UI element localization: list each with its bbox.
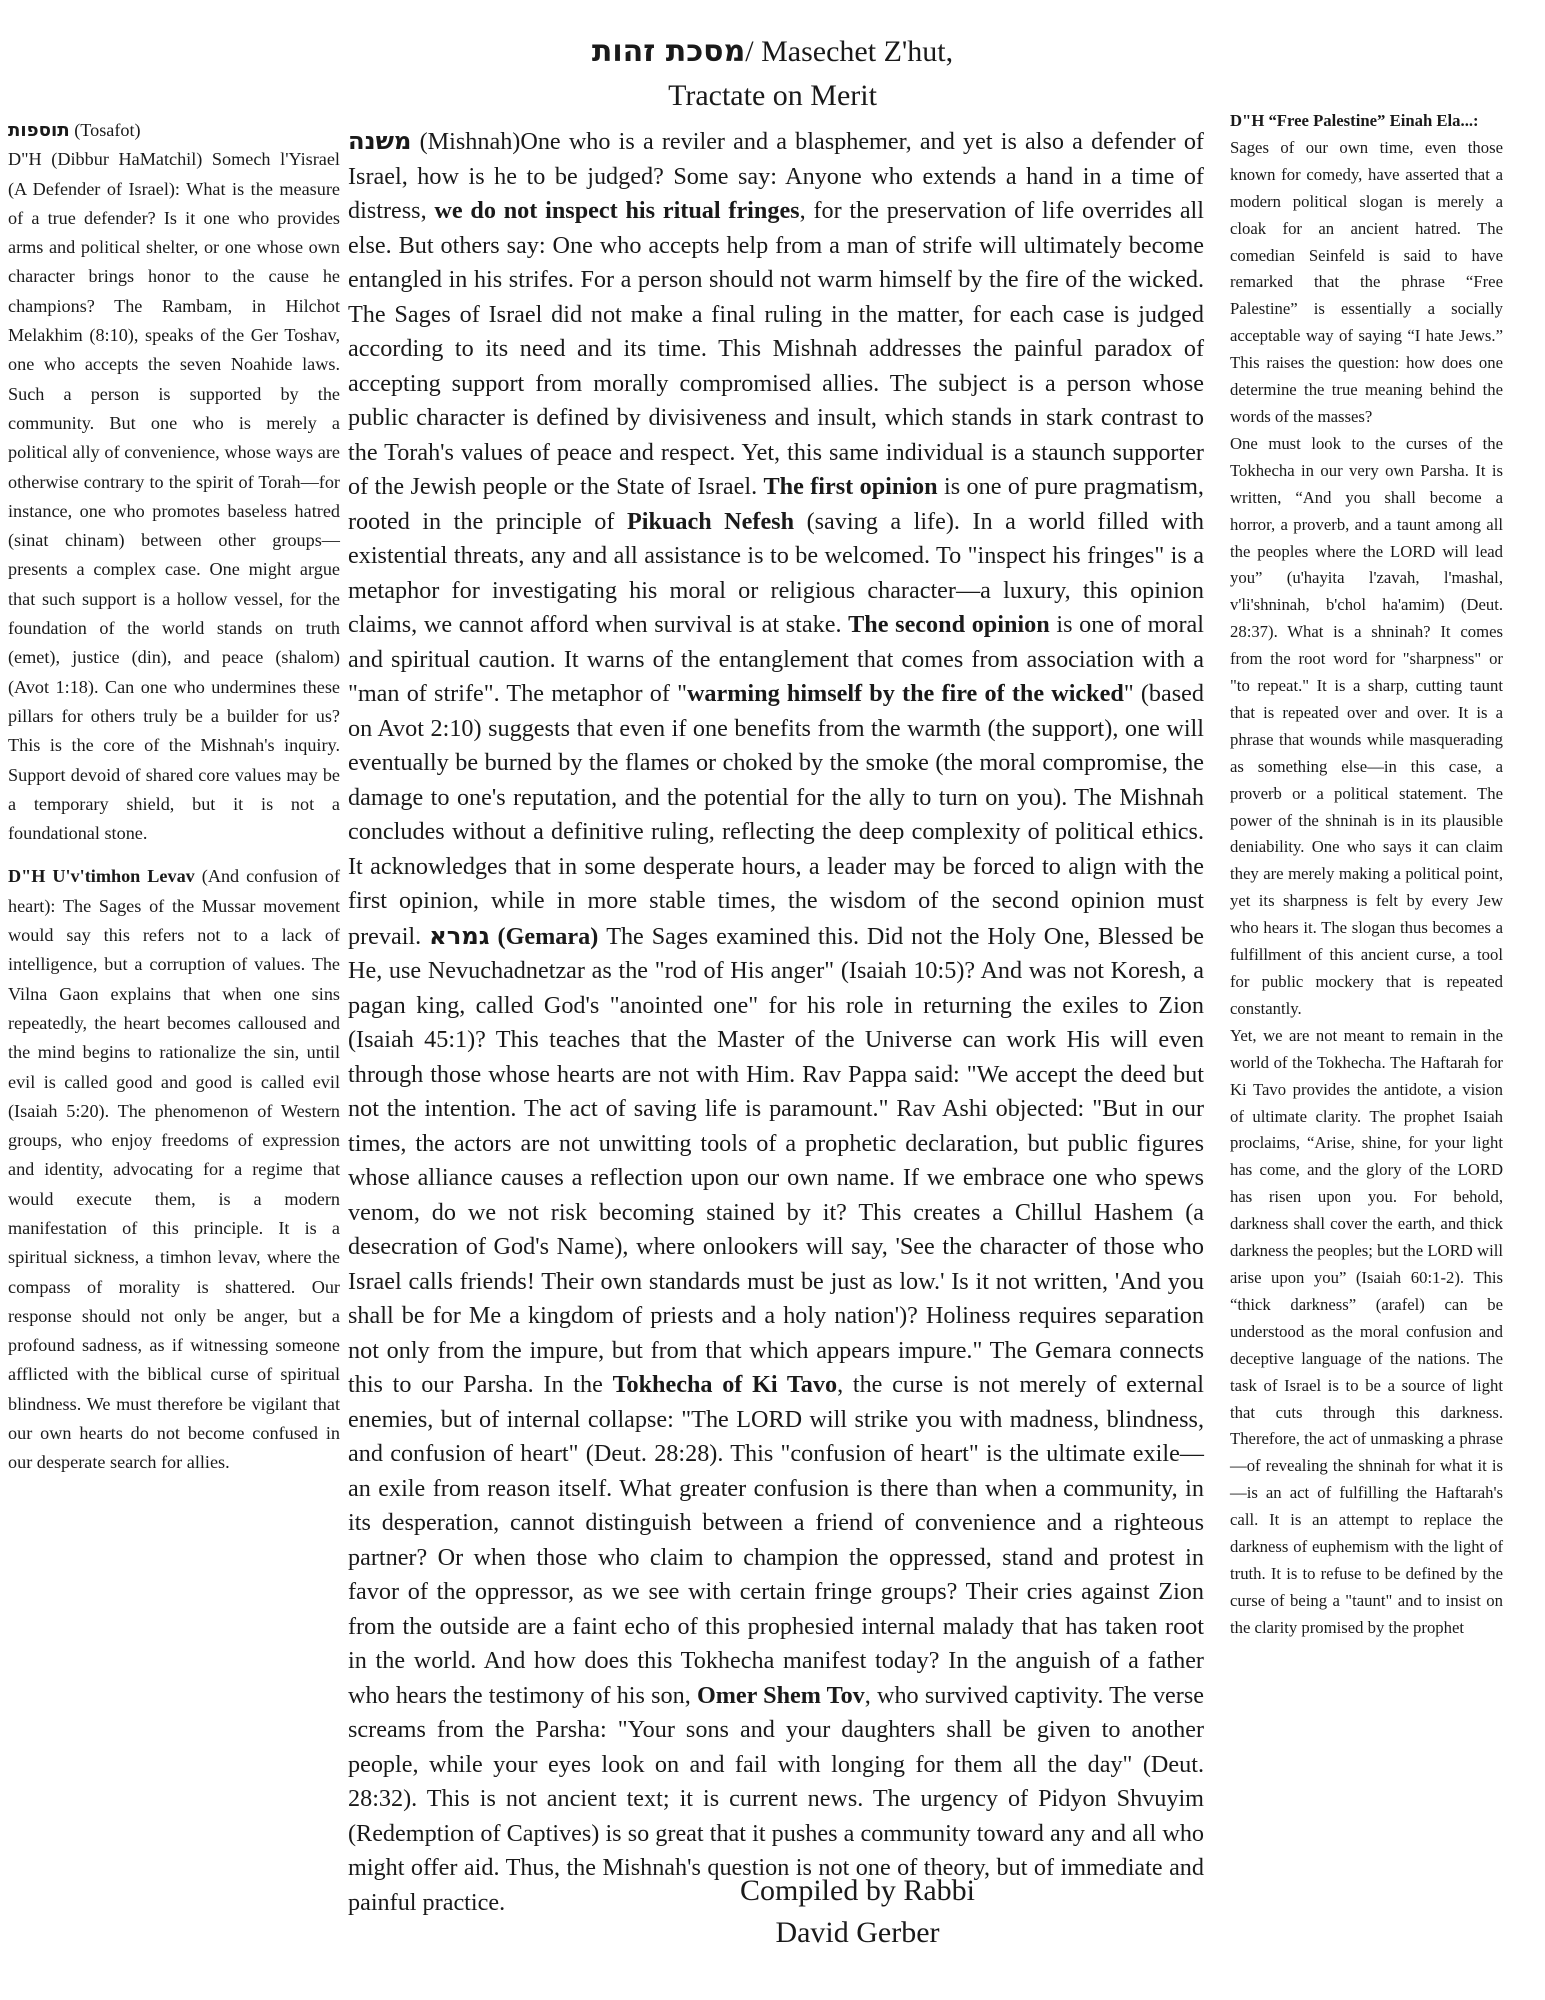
main-segment: is one of pure pragmatism, rooted in the principle of <box>348 473 1204 535</box>
tosafot-paragraph-2 <box>8 862 340 1477</box>
commentary-paragraph-2: One must look to the curses of the Tokhecha in our very own Parsha. It is written, “And you shall become a horror, a proverb, and a taunt among all the peoples where the LORD will lead you” (u'hayita l'zavah, l'mashal, v'li'shninah, b'chol ha'amim) (Deut. 28:37). What is a shninah? It comes from the root word for "sharpness" or "to repeat." It is a sharp, cutting taunt that is repeated over and over. It is a phrase that wounds while masquerading as something else—in this case, a proverb or a political statement. The power of the shninah is in its plausible deniability. One who says it can claim they are merely making a political point, yet its sharpness is felt by every Jew who hears it. The slogan thus becomes a fulfillment of this ancient curse, a tool for public mockery that is repeated constantly. <box>1230 433 1503 1018</box>
commentary-column <box>1230 108 1503 1642</box>
main-segment: is one of moral and spiritual caution. It warns of the entanglement that comes from association with a "man of strife". The metaphor of " <box>348 611 1204 707</box>
main-segment: The Sages examined this. Did not the Holy One, Blessed be He, use Nevuchadnetzar as the "rod of His anger" (Isaiah 10:5)? And was not Koresh, a pagan king, called God's "anointed one" for his role in returning the exiles to Zion (Isaiah 45:1)? This teaches that the Master of the Universe can work His will even through those whose hearts are not with Him. Rav Pappa said: "We accept the deed but not the intention. The act of saving life is paramount." Rav Ashi objected: "But in our times, the actors are not unwitting tools of a prophetic declaration, but public figures whose alliance causes a reflection upon our own name. If we embrace one who spews venom, do we not risk becoming stained by it? This creates a Chillul Hashem (a desecration of God's Name), where onlookers will say, 'See the character of those who Israel calls friends! Their own standards must be just as low.' Is it not written, 'And you shall be for Me a kingdom of priests and a holy nation')? Holiness requires separation not only from the impure, but from that which appears impure." The Gemara connects this to our Parsha. In the <box>348 922 1204 1398</box>
main-segment: " (based on Avot 2:10) suggests that even if one benefits from the warmth (the support), one will eventually be burned by the flames or choked by the smoke (the moral compromise, the damage to one's reputation, and the potential for the ally to turn on you). The Mishnah concludes without a definitive ruling, reflecting the deep complexity of political ethics. It acknowledges that in some desperate hours, a leader may be forced to align with the first opinion, while in more stable times, the wisdom of the second opinion must prevail. <box>348 680 1205 950</box>
main-segment: , the curse is not merely of external enemies, but of internal collapse: "The LORD will strike you with madness, blindness, and confusion of heart" (Deut. 28:28). This "confusion of heart" is the ultimate exile—an exile from reason itself. What greater confusion is there than when a community, in its desperation, cannot distinguish between a friend of convenience and a righteous partner? Or when those who claim to champion the oppressed, stand and protest in favor of the oppressor, as we see with certain fringe groups? Their cries against Zion from the outside are a faint echo of this prophesied internal malady that has taken root in the world. And how does this Tokhecha manifest today? In the anguish of a father who hears the testimony of his son, <box>348 1371 1204 1709</box>
main-bold: (Gemara) <box>489 922 599 950</box>
main-segment: , who survived captivity. The verse screams from the Parsha: "Your sons and your daughters shall be given to another people, while your eyes look on and fail with longing for them all the day" (Deut. 28:32). This is not ancient text; it is current news. The urgency of Pidyon Shvuyim (Redemption of Captives) is so great that it pushes a community toward any and all who might offer aid. Thus, the Mishnah's question is not one of theory, but of immediate and painful practice. <box>348 1681 1204 1916</box>
main-segment: (saving a life). In a world filled with existential threats, any and all assistance is to be welcomed. To "inspect his fringes" is a metaphor for investigating his moral or religious character—a luxury, this opinion claims, we cannot afford when survival is at stake. <box>348 507 1204 638</box>
main-segment: (Mishnah)One who is a reviler and a blasphemer, and yet is also a defender of Israel, how is he to be judged? Some say: Anyone who extends a hand in a time of distress, <box>348 128 1204 224</box>
tosafot-column <box>8 116 340 1478</box>
tosafot-text-2: (And confusion of heart): The Sages of the Mussar movement would say this refers not to a lack of intelligence, but a corruption of values. The Vilna Gaon explains that when one sins repeatedly, the heart becomes calloused and the mind begins to rationalize the sin, until evil is called good and good is called evil (Isaiah 5:20). The phenomenon of Western groups, who enjoy freedoms of expression and identity, advocating for a regime that would execute them, is a modern manifestation of this principle. It is a spiritual sickness, a timhon levav, where the compass of morality is shattered. Our response should not only be anger, but a profound sadness, as if witnessing someone afflicted with the biblical curse of spiritual blindness. We must therefore be vigilant that our own hearts do not become confused in our desperate search for allies. <box>8 866 340 1473</box>
mishnah-hebrew: משנה <box>348 127 412 155</box>
main-segment: , for the preservation of life overrides all else. But others say: One who accepts help from a man of strife will ultimately become entangled in his strifes. For a person should not warm himself by the fire of the wicked. The Sages of Israel did not make a final ruling in the matter, for each case is judged according to its need and its time. This Mishnah addresses the painful paradox of accepting support from morally compromised allies. The subject is a person whose public character is defined by divisiveness and insult, which stands in stark contrast to the Torah's values of peace and respect. Yet, this same individual is a staunch supporter of the Jewish people or the State of Israel. <box>348 197 1205 500</box>
main-bold: Tokhecha of Ki Tavo <box>612 1371 838 1398</box>
main-bold: we do not inspect his ritual fringes <box>434 197 800 224</box>
commentary-heading <box>1230 108 1503 135</box>
page-subtitle: Tractate on Merit <box>668 79 877 112</box>
author-credit <box>0 1870 1545 1954</box>
tosafot-heading-2: D"H U'v'timhon Levav <box>8 866 195 887</box>
main-bold: The second opinion <box>848 611 1050 638</box>
main-bold: The first opinion <box>763 473 938 500</box>
main-bold: Pikuach Nefesh <box>626 507 795 535</box>
gemara-hebrew: גמרא <box>429 921 490 950</box>
commentary-heading-text: D"H “Free Palestine” Einah Ela...: <box>1230 111 1479 130</box>
commentary-paragraph-1: Sages of our own time, even those known for comedy, have asserted that a modern political slogan is merely a cloak for an ancient hatred. The comedian Seinfeld is said to have remarked that the phrase “Free Palestine” is essentially a socially acceptable way of saying “I hate Jews.” This raises the question: how does one determine the true meaning behind the words of the masses? <box>1230 137 1503 426</box>
main-bold: Omer Shem Tov <box>696 1681 865 1709</box>
tosafot-label <box>8 116 340 145</box>
main-bold: warming himself by the fire of the wicked <box>686 680 1124 707</box>
main-text <box>348 124 1204 1920</box>
commentary-paragraph-3: Yet, we are not meant to remain in the world of the Tokhecha. The Haftarah for Ki Tavo provides the antidote, a vision of ultimate clarity. The prophet Isaiah proclaims, “Arise, shine, for your light has come, and the glory of the LORD has risen upon you. For behold, darkness shall cover the earth, and thick darkness the peoples; but the LORD will arise upon you” (Isaiah 60:1-2). This “thick darkness” (arafel) can be understood as the moral confusion and deceptive language of the nations. The task of Israel is to be a source of light that cuts through this darkness. Therefore, the act of unmasking a phrase—of revealing the shninah for what it is—is an act of fulfilling the Haftarah's call. It is an attempt to replace the darkness of euphemism with the light of truth. It is to refuse to be defined by the curse of being a "taunt" and to insist on the clarity promised by the prophet <box>1230 1025 1503 1637</box>
title-english: / Masechet Z'hut, <box>745 35 954 68</box>
page-title <box>0 30 1545 74</box>
tosafot-label-hebrew: תוספות <box>8 120 70 141</box>
tosafot-label-english: (Tosafot) <box>69 120 141 140</box>
credit-line-1: Compiled by Rabbi <box>740 1874 975 1907</box>
mishnah-gemara-column <box>348 124 1204 1920</box>
tosafot-paragraph-1: D"H (Dibbur HaMatchil) Somech l'Yisrael (A Defender of Israel): What is the measure of a true defender? Is it one who provides arms and political shelter, or one whose own character brings honor to the cause he champions? The Rambam, in Hilchot Melakhim (8:10), speaks of the Ger Toshav, one who accepts the seven Noahide laws. Such a person is supported by the community. But one who is merely a political ally of convenience, whose ways are otherwise contrary to the spirit of Torah—for instance, one who promotes baseless hatred (sinat chinam) between other groups—presents a complex case. One might argue that such support is a hollow vessel, for the foundation of the world stands on truth (emet), justice (din), and peace (shalom) (Avot 1:18). Can one who undermines these pillars for others truly be a builder for us? This is the core of the Mishnah's inquiry. Support devoid of shared core values may be a temporary shield, but it is not a foundational stone. <box>8 149 340 844</box>
title-hebrew: מסכת זהות <box>591 34 746 69</box>
credit-line-2: David Gerber <box>775 1916 940 1949</box>
